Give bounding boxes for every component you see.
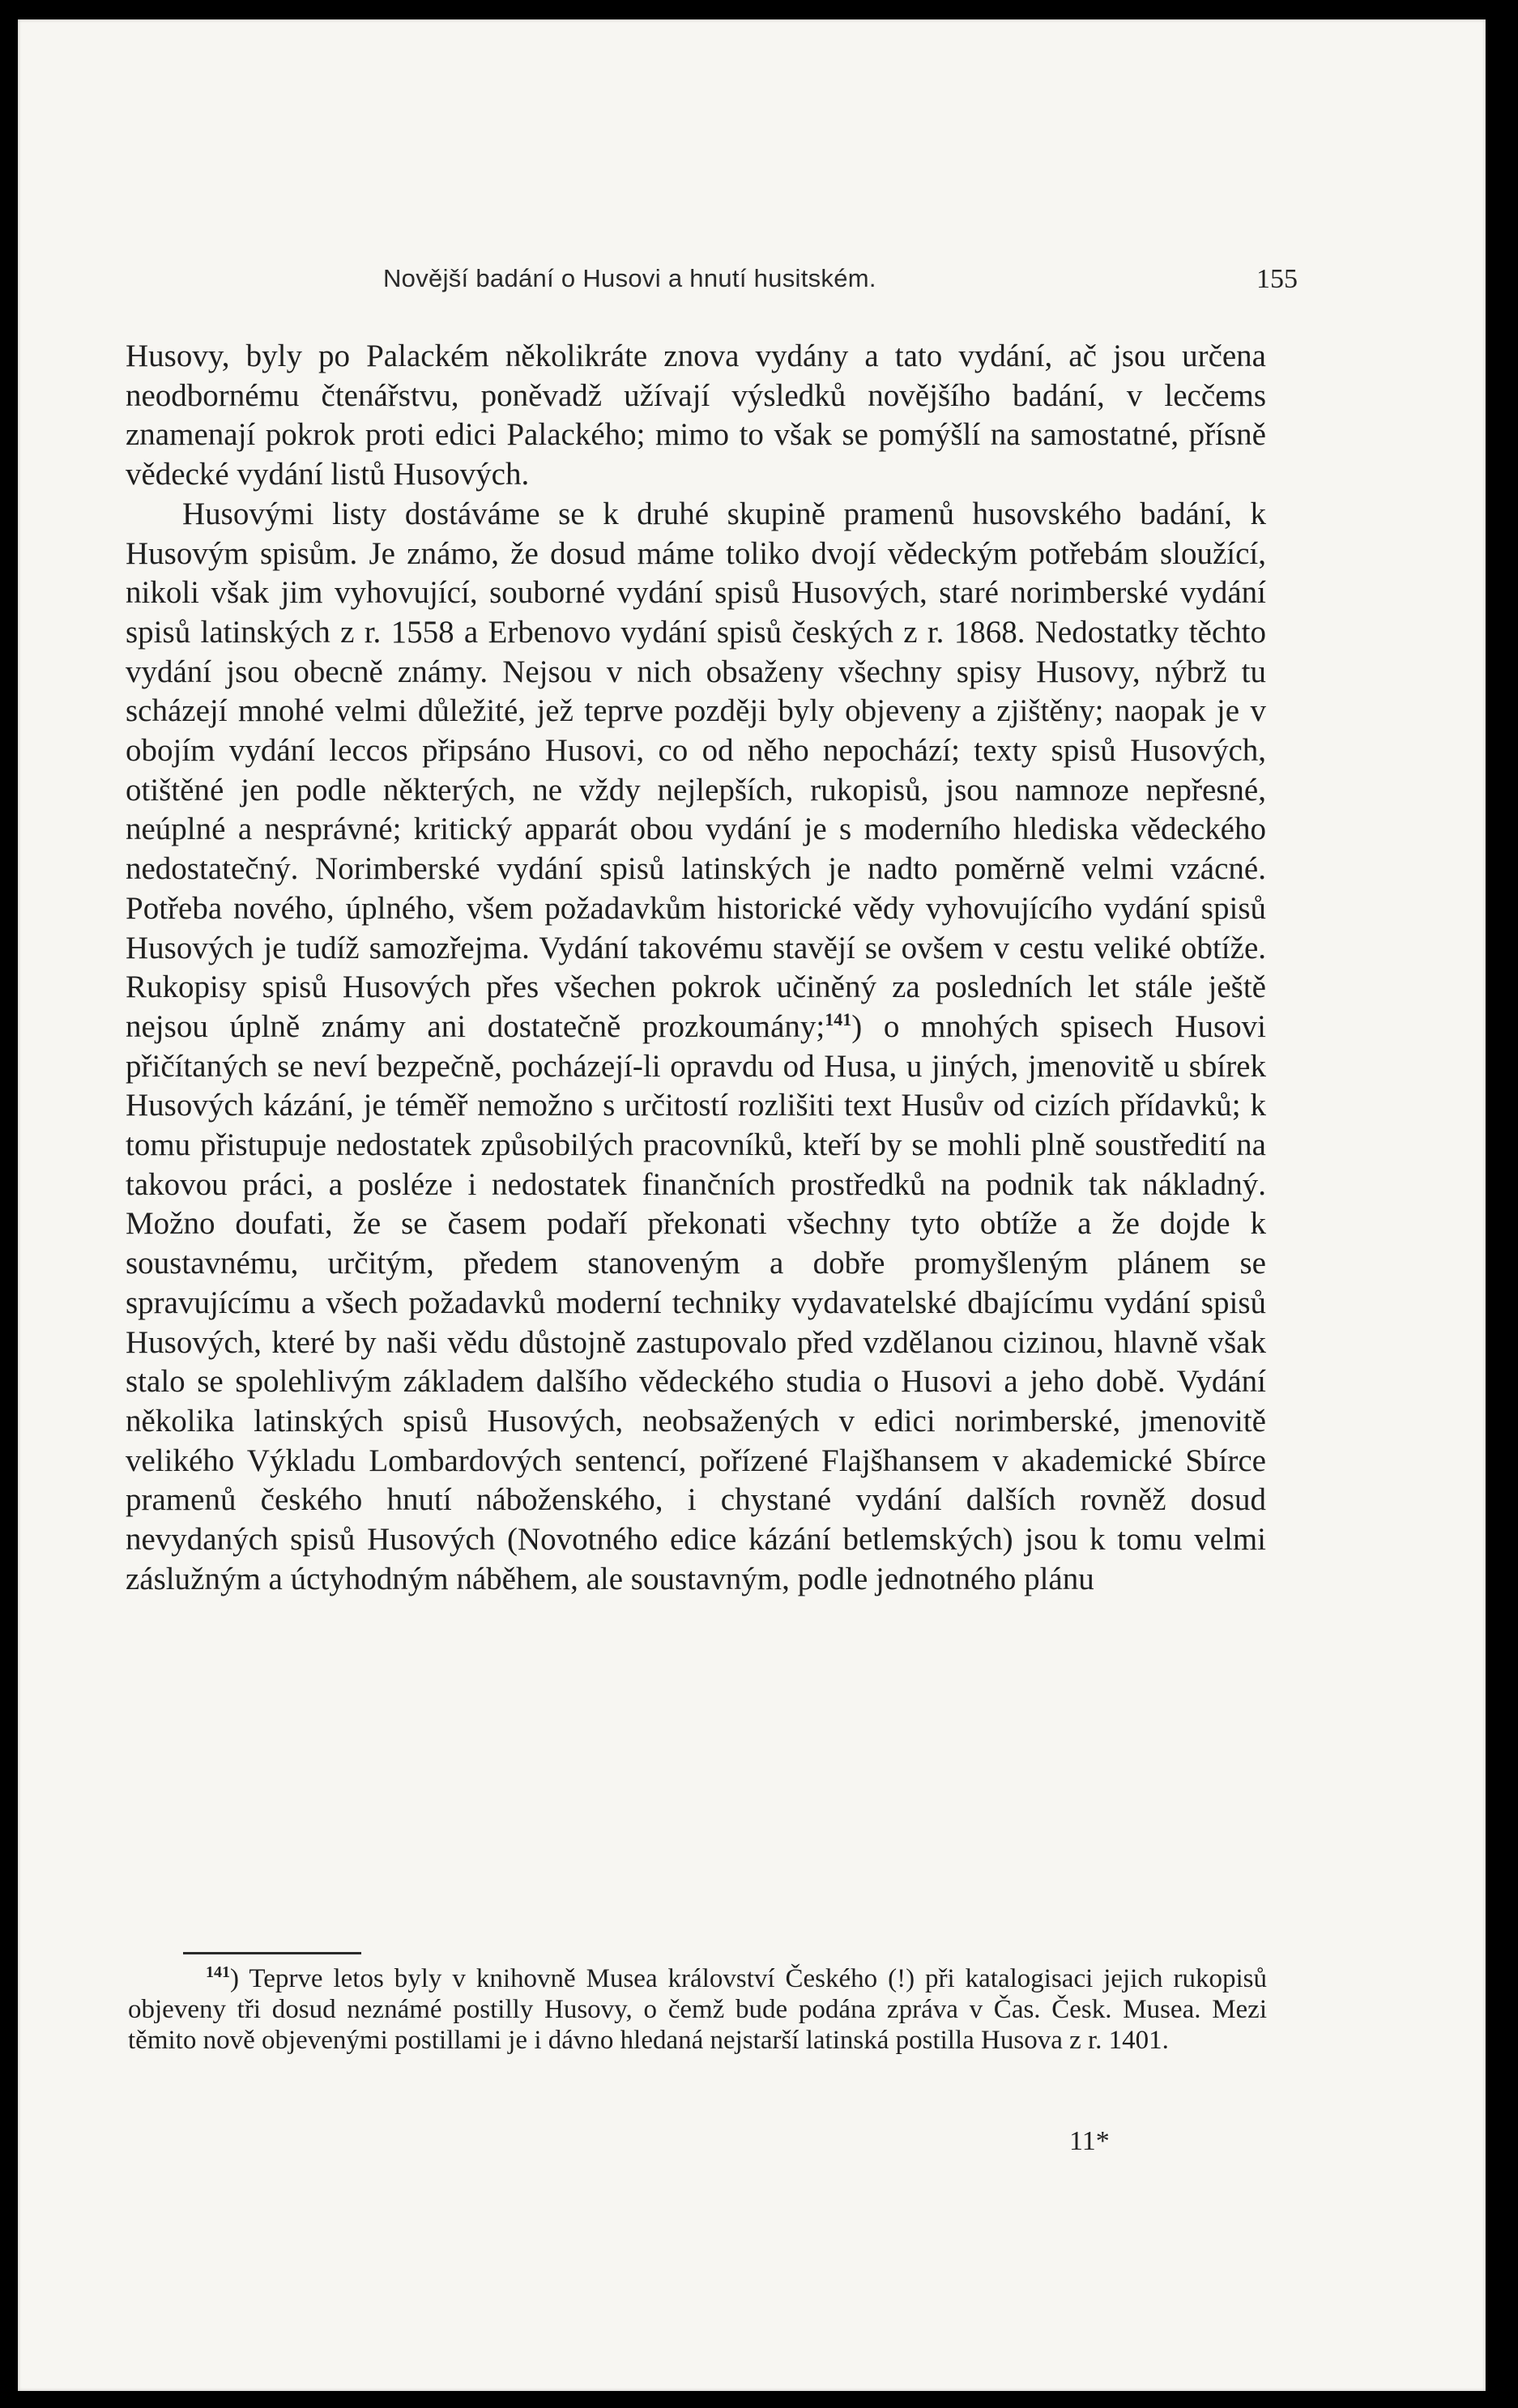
footnote-rule [183,1952,361,1954]
paragraph-2-text-a: Husovými listy dostáváme se k druhé skupině pramenů husovského badání, k Husovým spisům. Je známo, že dosud máme toliko dvojí vědeckým potřebám sloužící, nikoli však jim vyhovující, souborné vydání spisů Husových, staré norimberské vydání spisů latinských z r. 1558 a Erbenovo vydání spisů českých z r. 1868. Nedostatky těchto vydání jsou obecně známy. Nejsou v nich obsaženy všechny spisy Husovy, nýbrž tu scházejí mnohé velmi důležité, jež teprve později byly objeveny a zjištěny; naopak je v obojím vydání leccos připsáno Husovi, co od něho nepochází; texty spisů Husových, otištěné jen podle některých, ne vždy nejlepších, rukopisů, jsou namnoze nepřesné, neúplné a nesprávné; kritický apparát obou vydání je s moderního hlediska vědeckého nedostatečný. Norimberské vydání spisů latinských je nadto poměrně velmi vzácné. Potřeba nového, úplného, všem požadavkům historické vědy vyhovujícího vydání spisů Husových je tudíž samozřejma. Vydání takovému stavějí se ovšem v cestu veliké obtíže. Rukopisy spisů Husových přes všechen pokrok učiněný za posledních let stále ještě nejsou úplně známy ani dostatečně prozkoumány; [126,496,1266,1044]
scan-border [1486,0,1518,2408]
footnote-reference[interactable]: 141 [825,1008,852,1029]
footnote-number: 141 [206,1963,230,1981]
main-text [126,337,1266,1600]
paragraph-1: Husovy, byly po Palackém několikráte znova vydány a tato vydání, ač jsou určena neodbornému čtenářstvu, poněvadž užívají výsledků novějšího badání, v lecčems znamenají pokrok proti edici Palackého; mimo to však se pomýšlí na samostatné, přísně vědecké vydání listů Husových. [126,339,1266,492]
page-number: 155 [1256,264,1298,294]
footnote-paragraph [128,1963,1267,2056]
running-title: Novější badání o Husovi a hnutí husitském. [383,264,876,292]
footnote-text: ) Teprve letos byly v knihovně Musea království Českého (!) při katalogisaci jejich rukopisů objeveny tři dosud neznámé postilly Husovy, o čemž bude podána zpráva v Čas. Česk. Musea. Mezi těmito nově objevenými postillami je i dávno hledaná nejstarší latinská postilla Husova z r. 1401. [128,1964,1267,2055]
paragraph-2-text-b: ) o mnohých spisech Husovi přičítaných se neví bezpečně, pocházejí-li opravdu od Husa, u jiných, jmenovitě u sbírek Husových kázání, je téměř nemožno s určitostí rozlišiti text Husův od cizích přídavků; k tomu přistupuje nedostatek způsobilých pracovníků, kteří by se mohli plně soustředití na takovou práci, a posléze i nedostatek finančních prostředků na podnik tak nákladný. Možno doufati, že se časem podaří překonati všechny tyto obtíže a že dojde k soustavnému, určitým, předem stanoveným a dobře promyšleným plánem se spravujícímu a všech požadavků moderní techniky vydavatelské dbajícímu vydání spisů Husových, které by naši vědu důstojně zastupovalo před vzdělanou cizinou, hlavně však stalo se spolehlivým základem dalšího vědeckého studia o Husovi a jeho době. Vydání několika latinských spisů Husových, neobsažených v edici norimberské, jmenovitě velikého Výkladu Lombardových sentencí, pořízené Flajšhansem v akademické Sbírce pramenů českého hnutí náboženského, i chystané vydání dalších rovněž dosud nevydaných spisů Husových (Novotného edice kázání betlemských) jsou k tomu velmi záslužným a úctyhodným náběhem, ale soustavným, podle jednotného plánu [126,1008,1267,1596]
paragraph-2 [126,495,1266,1600]
footnote [128,1963,1267,2056]
signature-mark: 11* [1069,2126,1110,2156]
